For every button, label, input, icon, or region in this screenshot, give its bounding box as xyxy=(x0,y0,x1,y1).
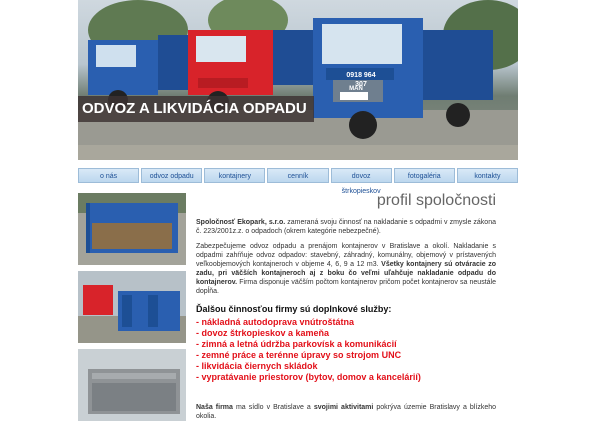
nav-item-odvoz-odpadu[interactable]: odvoz odpadu xyxy=(141,168,202,183)
services-paragraph xyxy=(196,242,496,296)
service-item: - zimná a letná údržba parkovísk a komunikácií xyxy=(196,339,397,349)
intro-text: zameraná svoju činnosť na nakladanie s odpadmi v zmysle zákona č. 223/2001z.z. o odpadoch (okrem kategórie nebezpečné). xyxy=(196,219,496,235)
location-text-1: ma sídlo v Bratislave a xyxy=(232,404,314,411)
container-photo-1[interactable] xyxy=(78,193,186,265)
nav-item-kontakty[interactable]: kontakty xyxy=(457,168,518,183)
service-item: - likvidácia čiernych skládok xyxy=(196,361,318,371)
nav-item-cennik[interactable]: cenník xyxy=(267,168,328,183)
service-item: - nákladná autodoprava vnútroštátna xyxy=(196,317,355,327)
main-content xyxy=(196,192,496,427)
nav-item-fotogaleria[interactable]: fotogaléria xyxy=(394,168,455,183)
containers-note: Všetky kontajnery sú otváracie zo zadu, pri väčších kontajneroch aj z boku čo veľmi uľahčuje nakladanie odpadu do kontajnerov. xyxy=(196,261,497,286)
trucks-photo xyxy=(78,0,518,160)
services-text: Zabezpečujeme odvoz odpadu a prenájom kontajnerov v Bratislave a okolí. Nakladanie s odpadmi zahŕňuje odvoz odpadov: stavebný, záhradný, komunálny, objemový v prístavených veľkoobjemových kontajneroch v objeme 4, 6, 9 a 12 m3. xyxy=(196,243,496,268)
location-bold-1: Naša firma xyxy=(196,404,233,411)
company-name: Spoločnosť Ekopark, s.r.o. xyxy=(196,219,286,226)
page-title: profil spoločnosti xyxy=(376,192,496,209)
main-navigation xyxy=(78,168,518,195)
service-item: - dovoz štrkopieskov a kameňa xyxy=(196,328,330,338)
nav-item-dovoz-strkopieskov[interactable]: dovoz štrkopieskov xyxy=(331,168,392,183)
extra-services-heading: Ďalšou činnosťou firmy sú doplnkové služby: xyxy=(196,304,392,314)
extra-services-list xyxy=(196,317,496,383)
location-text-2: pokrýva územie Bratislavy a blízkeho okolia. xyxy=(196,404,496,420)
service-item: - vypratávanie priestorov (bytov, domov a kancelárií) xyxy=(196,372,421,382)
banner-title: ODVOZ A LIKVIDÁCIA ODPADU xyxy=(78,96,314,122)
container-photo-3[interactable] xyxy=(78,349,186,421)
phone-plate: 0918 964 307 xyxy=(346,72,376,88)
nav-item-kontajnery[interactable]: kontajnery xyxy=(204,168,265,183)
photo-column xyxy=(78,193,186,427)
container-photo-2[interactable] xyxy=(78,271,186,343)
nav-item-o-nas[interactable]: o nás xyxy=(78,168,139,183)
fleet-note: Firma disponuje väčším počtom kontajnerov pričom počet kontajnerov sa neustále dopĺňa. xyxy=(196,279,496,295)
header-banner xyxy=(78,0,518,160)
intro-paragraph xyxy=(196,218,496,236)
brand-plate: MAN xyxy=(349,86,363,92)
service-item: - zemné práce a terénne úpravy so strojom UNC xyxy=(196,350,402,360)
location-paragraph xyxy=(196,403,496,421)
location-bold-2: svojimi aktivitami xyxy=(313,404,374,411)
